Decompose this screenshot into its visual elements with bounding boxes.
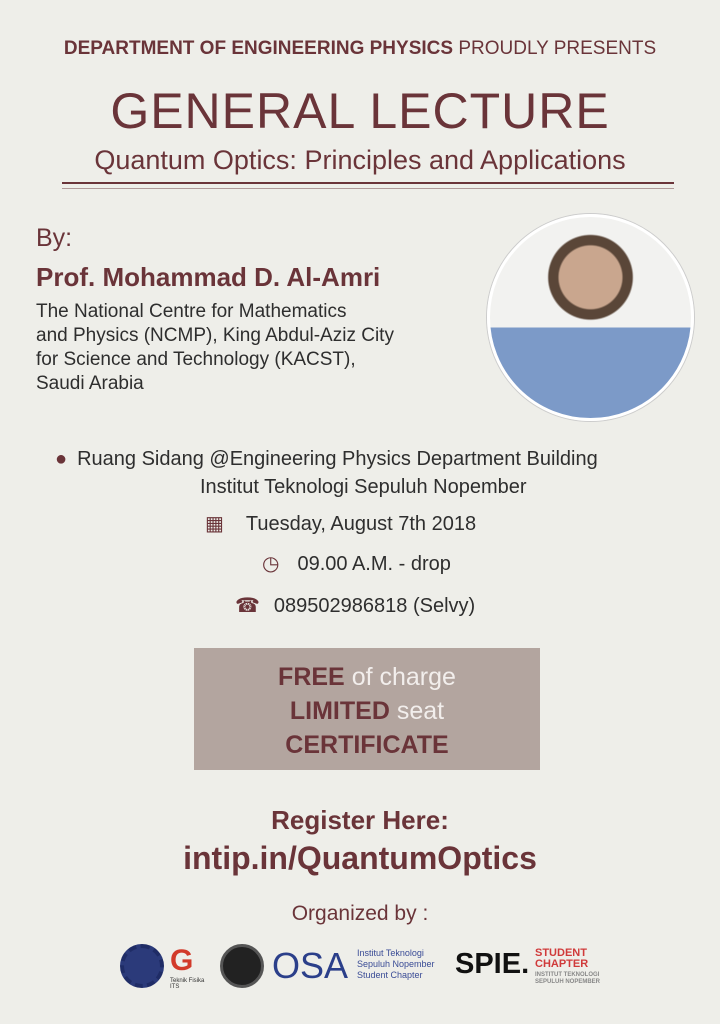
affiliation-line: Saudi Arabia xyxy=(36,373,144,394)
affiliation-line: for Science and Technology (KACST), xyxy=(36,349,356,370)
affiliation-line: The National Centre for Mathematics xyxy=(36,301,347,322)
poster-subtitle: Quantum Optics: Principles and Applications xyxy=(94,145,626,175)
divider xyxy=(62,182,674,184)
divider xyxy=(62,188,674,189)
its-logo xyxy=(120,944,164,988)
perk: FREE of charge xyxy=(278,663,456,691)
register-label: Register Here: xyxy=(271,805,449,835)
osa-logo: OSA xyxy=(272,945,349,986)
register-link[interactable]: intip.in/QuantumOptics xyxy=(183,840,537,876)
affiliation-line: and Physics (NCMP), King Abdul-Aziz City xyxy=(36,325,394,346)
spie-logo: SPIE. xyxy=(455,948,530,980)
calendar-icon: ▦ xyxy=(205,513,224,535)
speaker-name: Prof. Mohammad D. Al-Amri xyxy=(36,262,381,292)
speaker-affiliation xyxy=(36,300,496,396)
by-label: By: xyxy=(36,224,73,252)
time xyxy=(262,551,451,576)
chapter-logo xyxy=(220,944,264,988)
venue xyxy=(55,448,598,471)
date-text: Tuesday, August 7th 2018 xyxy=(245,513,477,535)
presents-text: PROUDLY PRESENTS xyxy=(458,38,657,59)
venue-line: Institut Teknologi Sepuluh Nopember xyxy=(200,476,527,498)
teknik-fisika-logo: G Teknik Fisika ITS xyxy=(170,944,205,990)
speaker-photo xyxy=(487,214,694,421)
location-pin-icon: ● xyxy=(55,448,68,470)
contact xyxy=(235,593,475,618)
perk: CERTIFICATE xyxy=(285,731,449,759)
venue-line: Ruang Sidang @Engineering Physics Department Building xyxy=(77,448,598,470)
presenter-line xyxy=(0,38,720,60)
date xyxy=(205,511,476,536)
spie-student-chapter: STUDENT CHAPTER INSTITUT TEKNOLOGI SEPULUH NOPEMBER xyxy=(535,947,601,985)
poster-title: GENERAL LECTURE xyxy=(110,83,610,139)
department: DEPARTMENT OF ENGINEERING PHYSICS xyxy=(63,38,454,59)
clock-icon: ◷ xyxy=(262,553,280,575)
organized-by-label: Organized by : xyxy=(291,902,429,925)
contact-text: 089502986818 (Selvy) xyxy=(273,595,476,617)
osa-subtitle: Institut Teknologi Sepuluh Nopember Student Chapter xyxy=(357,948,435,980)
time-text: 09.00 A.M. - drop xyxy=(297,553,451,575)
perks-box xyxy=(194,648,540,770)
perk: LIMITED seat xyxy=(289,697,445,725)
phone-icon: ☎ xyxy=(235,595,260,617)
